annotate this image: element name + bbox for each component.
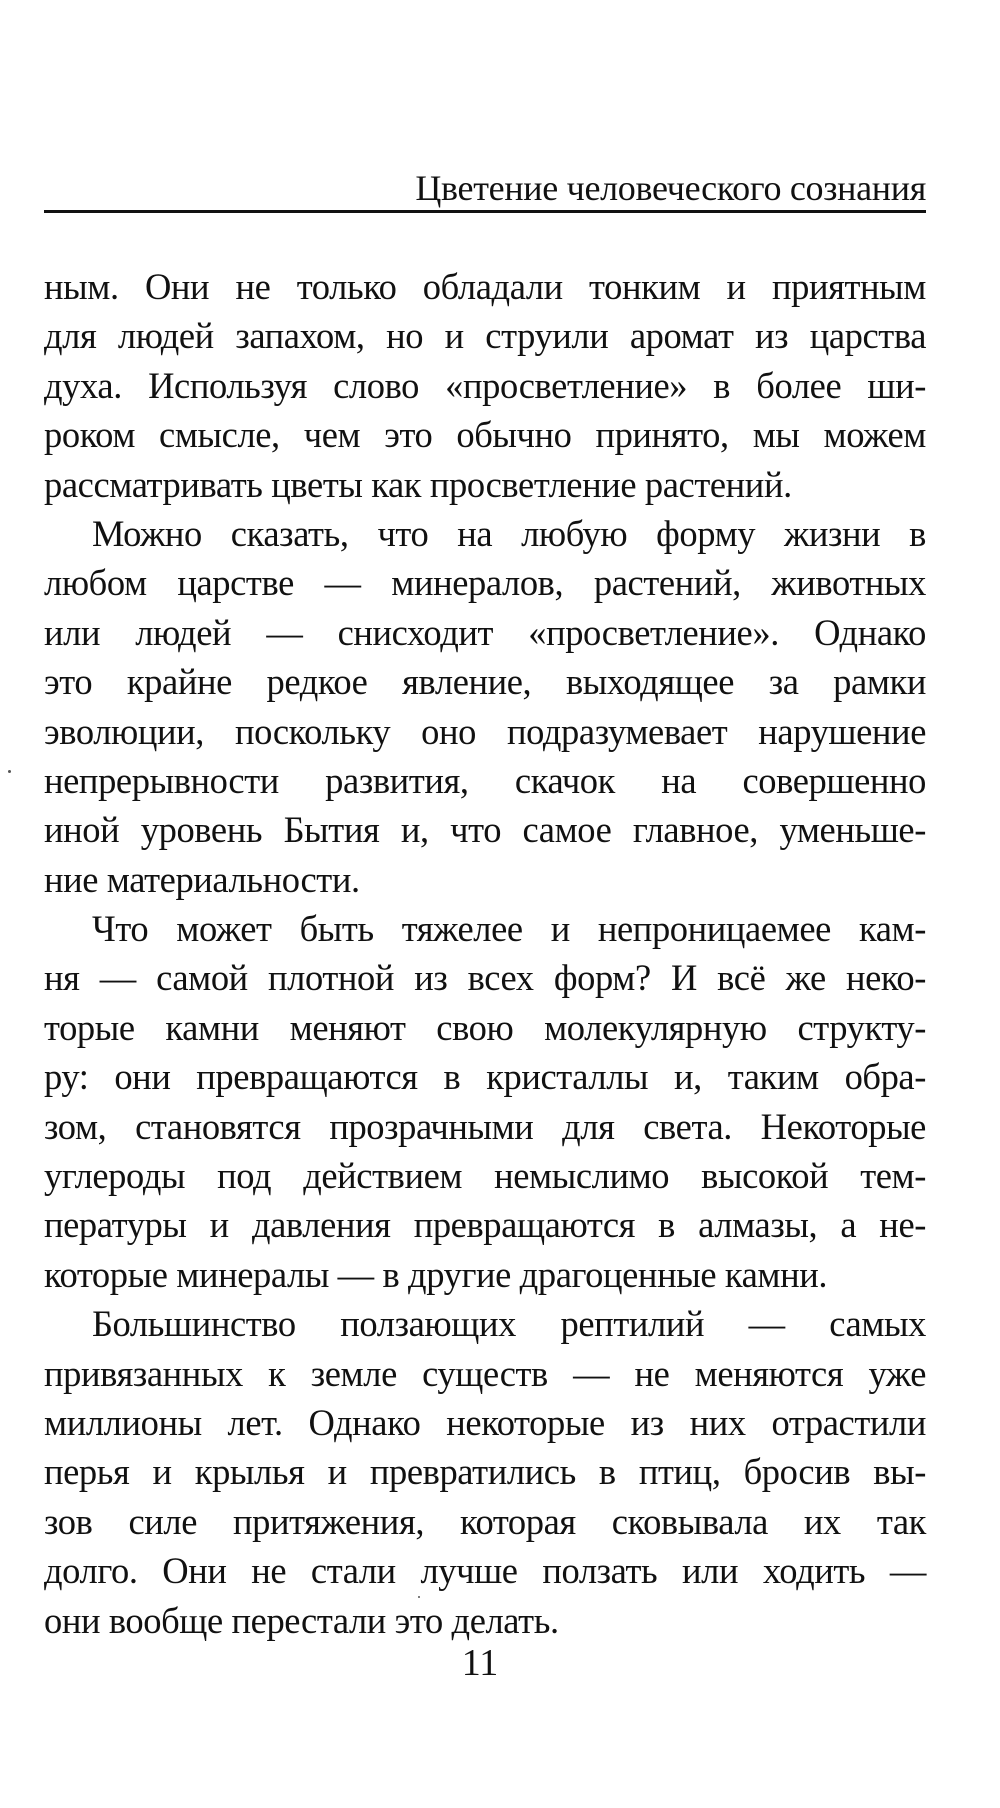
text-line: они вообще перестали это делать. [44,1599,559,1641]
scan-speck [8,770,11,773]
text-line: ние материальности. [44,858,360,900]
text-line: непрерывности развития, скачок на совершенно [44,759,926,801]
text-line: эволюции, поскольку оно подразумевает нарушение [44,710,926,752]
text-line: пературы и давления превращаются в алмазы, а не- [44,1204,926,1246]
body-text [44,262,926,1645]
text-line: Что может быть тяжелее и непроницаемее кам- [92,908,926,950]
page-number: 11 [461,1642,499,1684]
text-line: торые камни меняют свою молекулярную структу- [44,1006,926,1048]
text-line: роком смысле, чем это обычно принято, мы можем [44,414,926,456]
text-line: рассматривать цветы как просветление растений. [44,463,792,505]
text-line: привязанных к земле существ — не меняются уже [44,1352,926,1394]
paragraph-3 [44,904,926,1299]
text-line: иной уровень Бытия и, что самое главное, уменьше- [44,809,926,851]
text-line: любом царстве — минералов, растений, животных [44,562,926,604]
text-line: миллионы лет. Однако некоторые из них отрастили [44,1401,926,1443]
text-line: долго. Они не стали лучше ползать или ходить — [44,1550,926,1592]
text-line: это крайне редкое явление, выходящее за рамки [44,661,926,703]
text-line: ным. Они не только обладали тонким и приятным [44,266,926,307]
paragraph-4 [44,1299,926,1645]
text-line: Большинство ползающих рептилий — самых [92,1303,926,1345]
text-line: углероды под действием немыслимо высокой тем- [44,1155,926,1197]
text-line: которые минералы — в другие драгоценные камни. [44,1253,828,1295]
text-line: духа. Используя слово «просветление» в более ши- [44,364,926,406]
paragraph-1 [44,262,926,509]
header-rule [44,210,926,213]
scan-speck [418,1596,420,1598]
text-line: ру: они превращаются в кристаллы и, таким обра- [44,1056,926,1098]
running-header: Цветение человеческого сознания [415,168,926,208]
text-line: перья и крылья и превратились в птиц, бросив вы- [44,1451,926,1493]
text-line: зом, становятся прозрачными для света. Некоторые [44,1105,926,1147]
text-line: или людей — снисходит «просветление». Однако [44,611,926,653]
text-line: Можно сказать, что на любую форму жизни в [92,512,926,554]
paragraph-2 [44,509,926,904]
text-line: ня — самой плотной из всех форм? И всё же неко- [44,957,926,999]
text-line: для людей запахом, но и струили аромат из царства [44,315,926,357]
text-line: зов силе притяжения, которая сковывала их так [44,1500,926,1542]
